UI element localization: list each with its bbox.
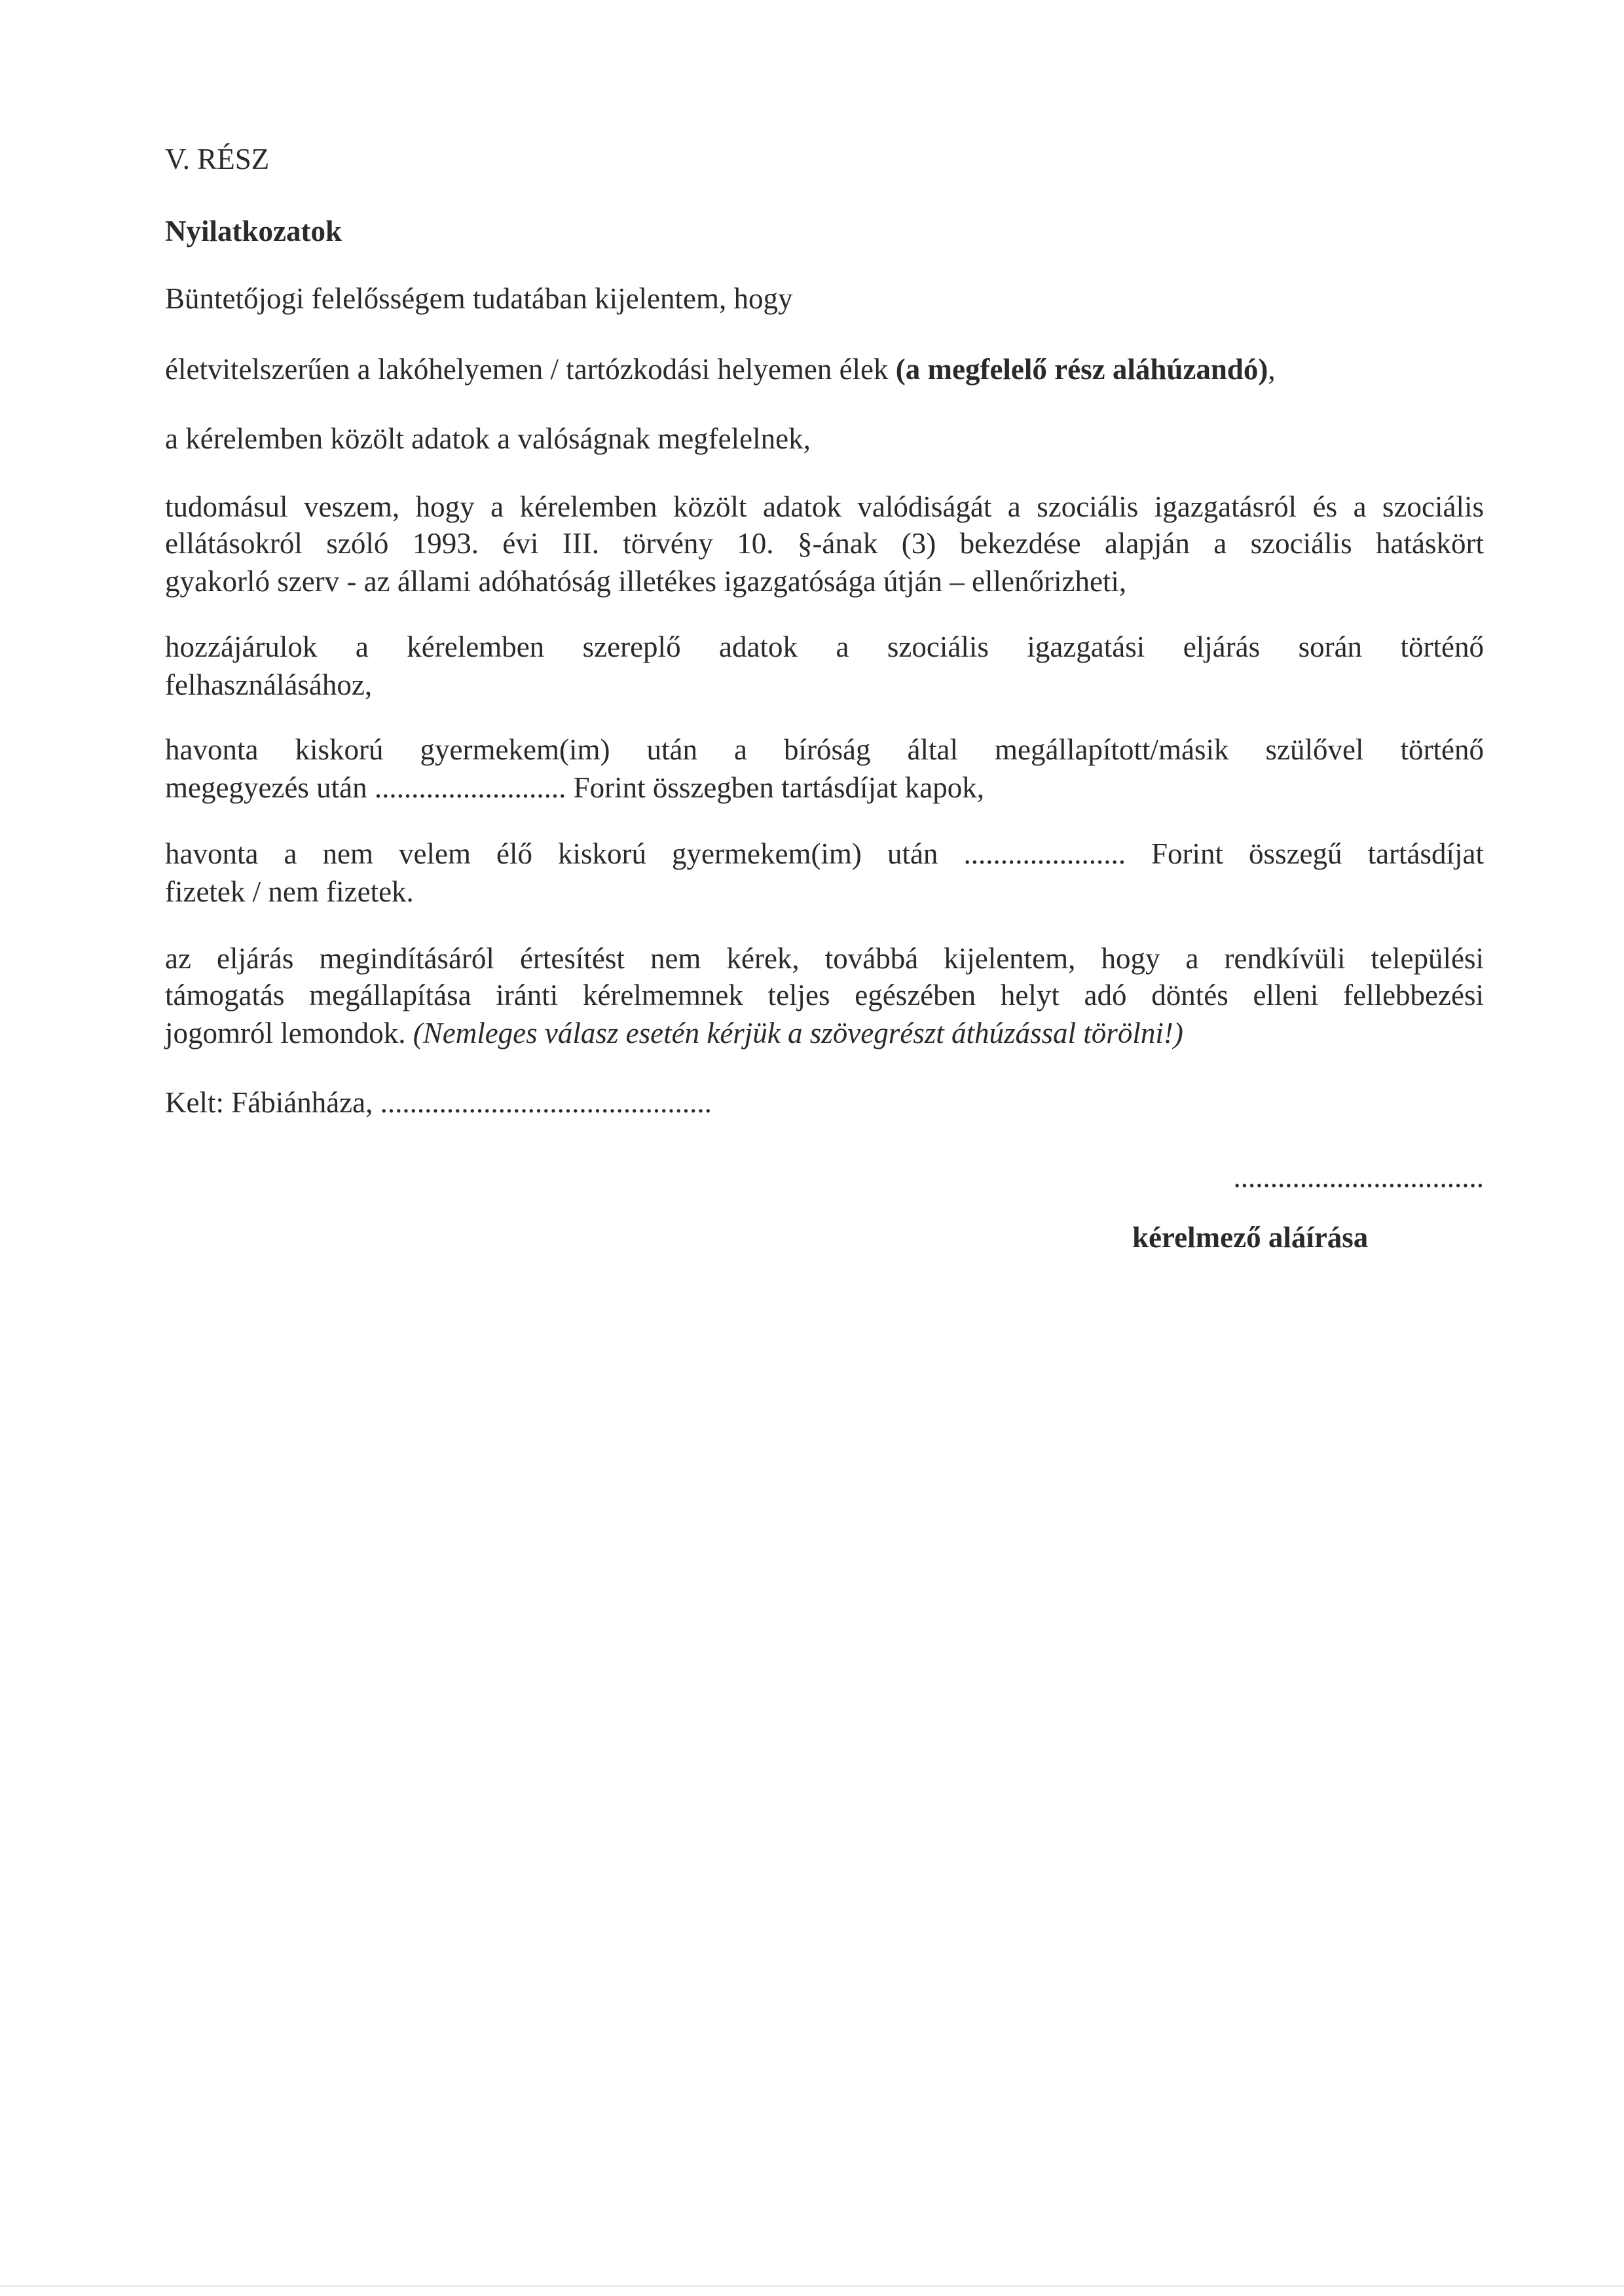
statement-residence	[165, 351, 1484, 388]
paragraph-line: ellátásokról szóló 1993. évi III. törvény 10. §-ának (3) bekezdése alapján a szociális hatáskört	[165, 527, 1484, 560]
paragraph-line: fizetek / nem fizetek.	[165, 875, 414, 908]
statement-text: életvitelszerűen a lakóhelyemen / tartózkodási helyemen élek	[165, 353, 896, 386]
statement-waiver	[165, 941, 1484, 1051]
paragraph-line: gyakorló szerv - az állami adóhatóság illetékes igazgatósága útján – ellenőrizheti,	[165, 565, 1127, 598]
statement-data-true: a kérelemben közölt adatok a valóságnak megfelelnek,	[165, 422, 811, 455]
paragraph-line: havonta a nem velem élő kiskorú gyermekem(im) után ...................... Forint összegű tartásdíjat	[165, 837, 1484, 870]
paragraph-line	[165, 1015, 1484, 1051]
signature-line: ..................................	[1233, 1161, 1484, 1194]
statement-consent	[165, 630, 1484, 703]
paragraph-line: havonta kiskorú gyermekem(im) után a bíróság által megállapított/másik szülővel történő	[165, 733, 1484, 766]
statement-note: (a megfelelő rész aláhúzandó)	[895, 353, 1268, 386]
signature-label: kérelmező aláírása	[1132, 1221, 1369, 1254]
paragraph-line: támogatás megállapítása iránti kérelmemnek teljes egészében helyt adó döntés elleni fellebbezési	[165, 979, 1484, 1011]
statement-verification	[165, 490, 1484, 600]
waiver-instruction: (Nemleges válasz esetén kérjük a szövegrészt áthúzással törölni!)	[413, 1017, 1183, 1049]
paragraph-line: megegyezés után .......................... Forint összegben tartásdíjat kapok,	[165, 771, 984, 804]
waiver-text: jogomról lemondok.	[165, 1017, 413, 1049]
paragraph-line: hozzájárulok a kérelemben szereplő adatok a szociális igazgatási eljárás során történő	[165, 630, 1484, 663]
statement-alimony-received	[165, 733, 1484, 806]
paragraph-line: az eljárás megindításáról értesítést nem kérek, továbbá kijelentem, hogy a rendkívüli települési	[165, 942, 1484, 975]
section-heading: V. RÉSZ	[165, 143, 270, 175]
paragraph-line: felhasználásához,	[165, 668, 373, 701]
paragraph-line: tudomásul veszem, hogy a kérelemben közölt adatok valódiságát a szociális igazgatásról és a szociális	[165, 490, 1484, 523]
statement-punct: ,	[1268, 353, 1276, 386]
intro-text: Büntetőjogi felelősségem tudatában kijelentem, hogy	[165, 282, 793, 315]
scan-edge	[0, 2285, 1624, 2287]
statement-alimony-paid	[165, 837, 1484, 910]
page-title: Nyilatkozatok	[165, 215, 342, 247]
date-place-field: Kelt: Fábiánháza, .............................................	[165, 1086, 712, 1119]
